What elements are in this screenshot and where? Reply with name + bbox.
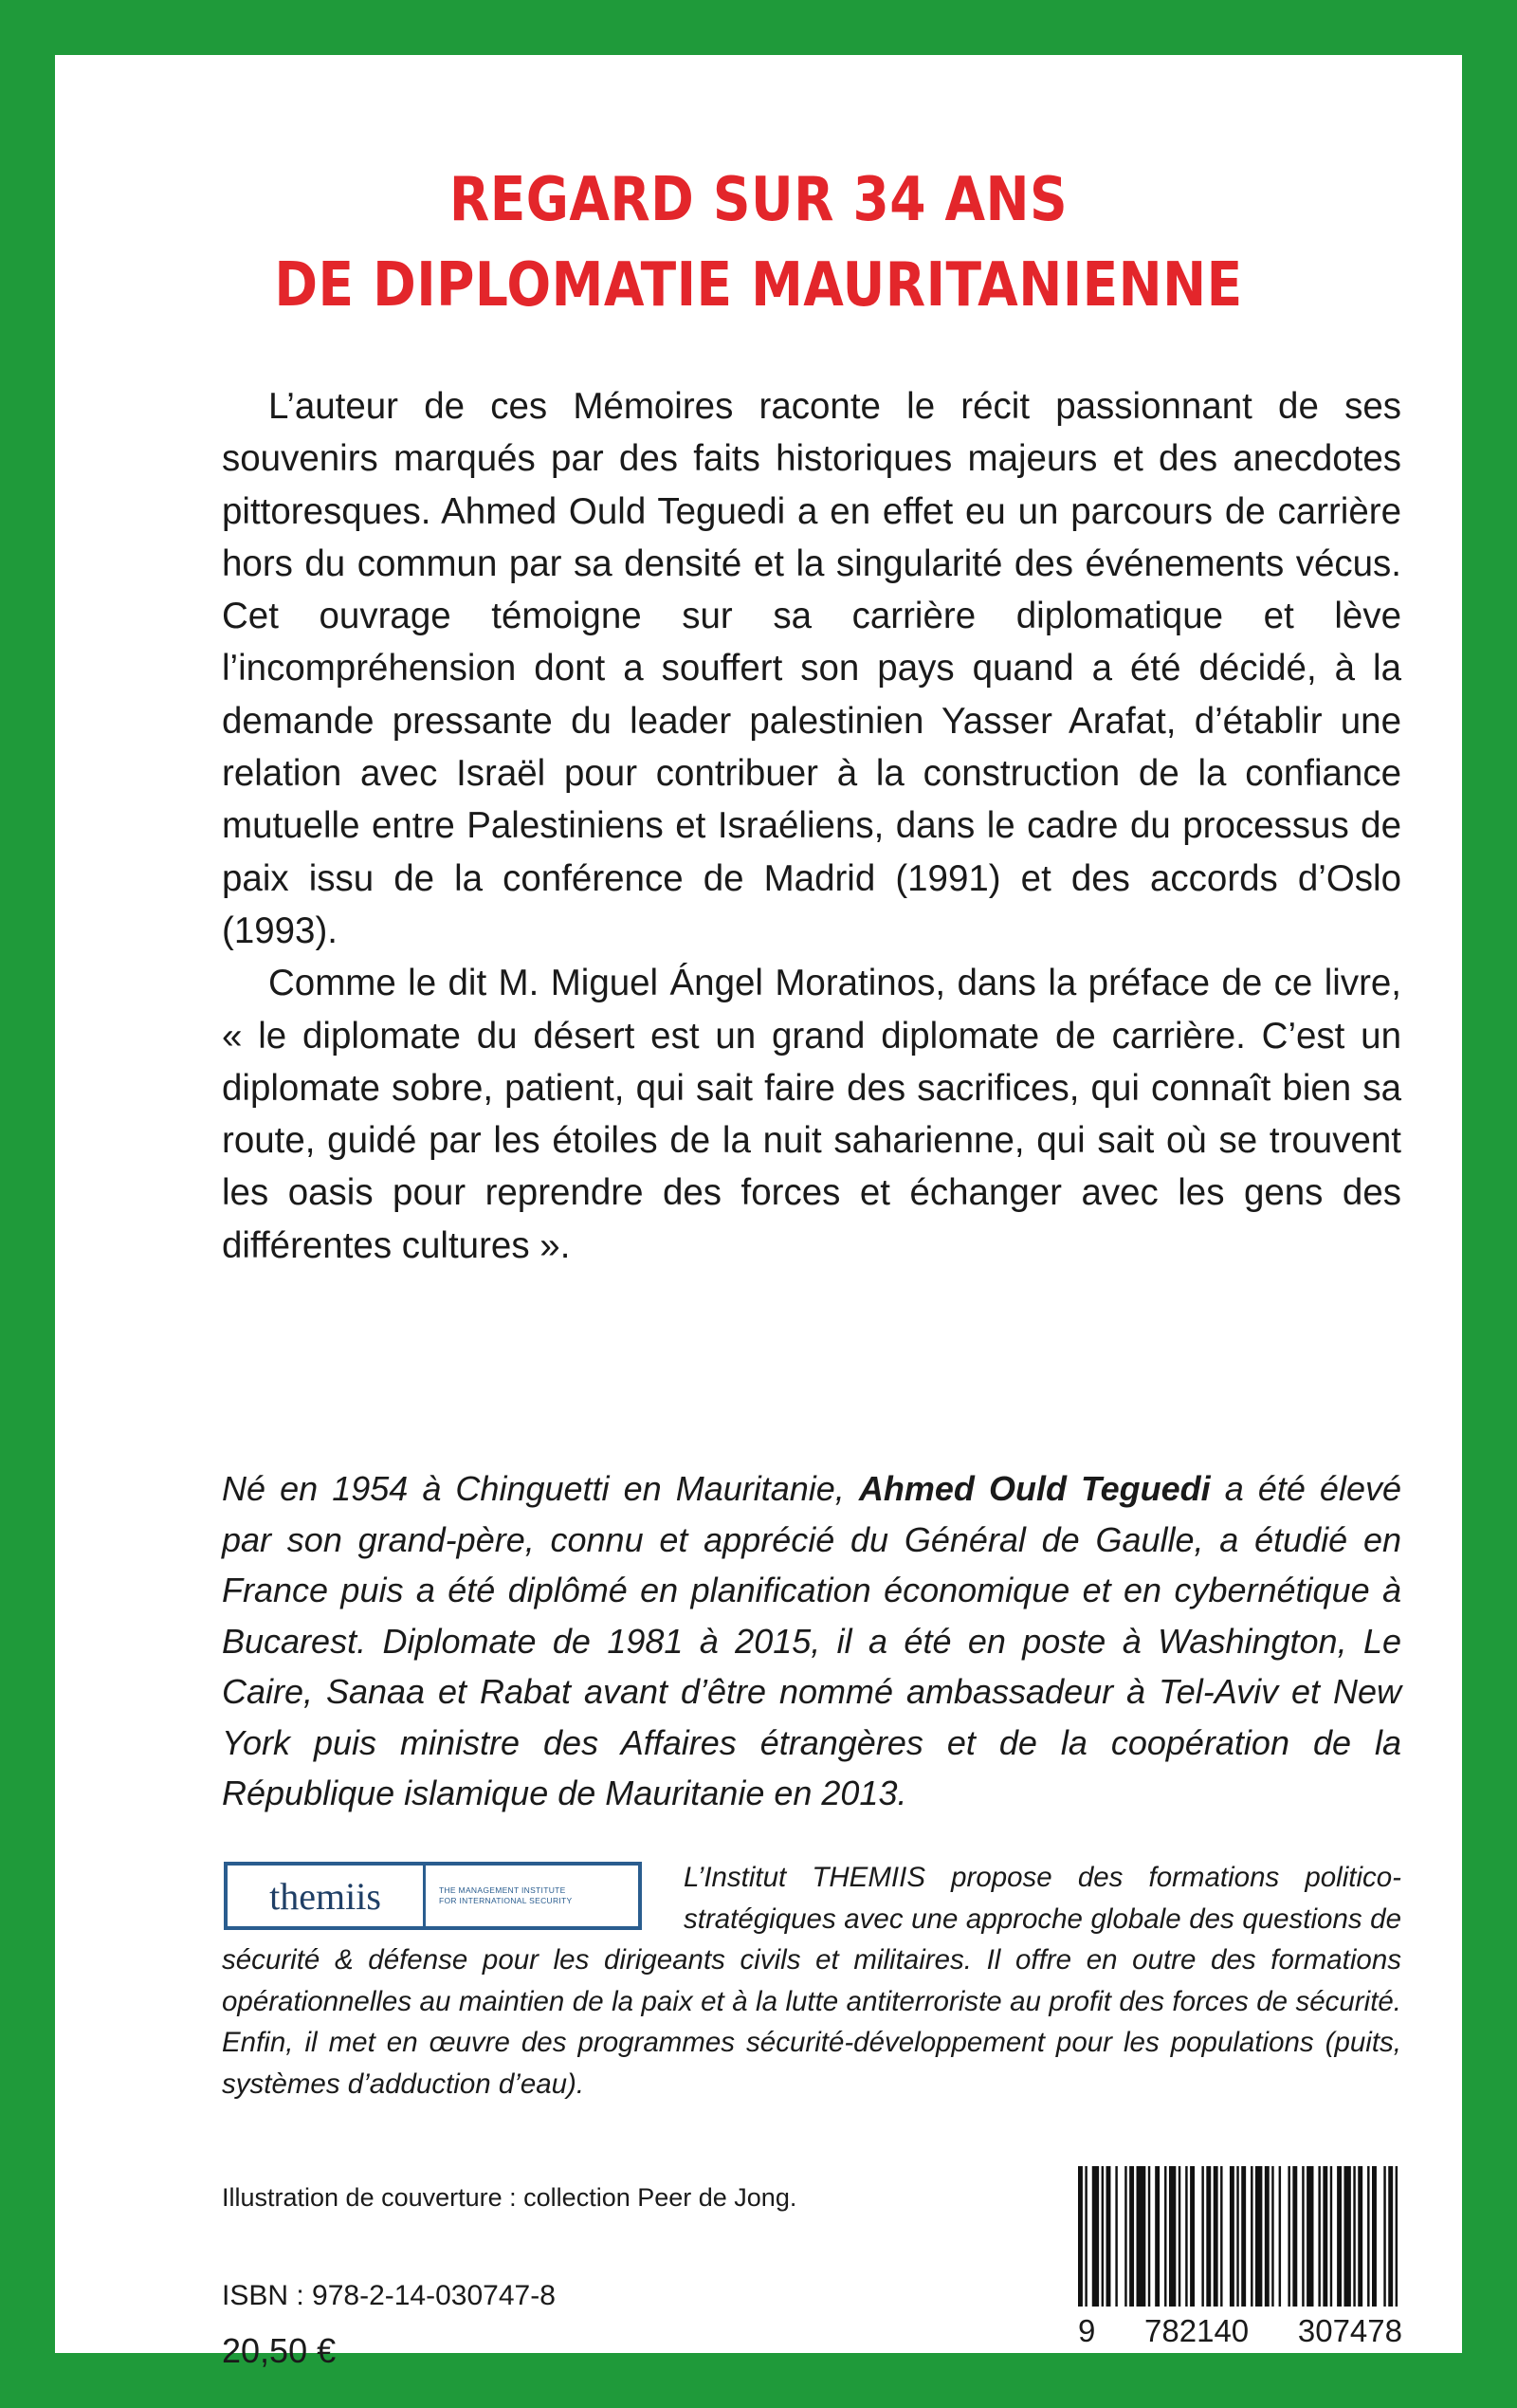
illustration-credit: Illustration de couverture : collection Peer de Jong. bbox=[222, 2183, 797, 2212]
barcode-bar bbox=[1230, 2166, 1234, 2307]
barcode-bar bbox=[1388, 2166, 1393, 2307]
author-bio bbox=[222, 1463, 1401, 1819]
barcode-bar bbox=[1137, 2166, 1146, 2307]
barcode-bar bbox=[1085, 2166, 1087, 2307]
barcode-bar bbox=[1155, 2166, 1160, 2307]
barcode-bar bbox=[1265, 2166, 1270, 2307]
barcode-bar bbox=[1124, 2166, 1126, 2307]
barcode-bar bbox=[1220, 2166, 1222, 2307]
barcode-bar bbox=[1102, 2166, 1104, 2307]
barcode-bar bbox=[1279, 2166, 1281, 2307]
barcode-digit-group-2: 782140 bbox=[1144, 2313, 1250, 2348]
logo-tagline-line-1: THE MANAGEMENT INSTITUTE bbox=[439, 1885, 566, 1895]
logo-wordmark: themiis bbox=[228, 1866, 426, 1926]
barcode-bar bbox=[1318, 2166, 1320, 2307]
book-title bbox=[55, 157, 1462, 328]
barcode bbox=[1078, 2166, 1402, 2307]
barcode-bar bbox=[1271, 2166, 1273, 2307]
barcode-bar bbox=[1129, 2166, 1134, 2307]
price: 20,50 € bbox=[222, 2331, 337, 2370]
barcode-bar bbox=[1353, 2166, 1355, 2307]
barcode-bar bbox=[1358, 2166, 1362, 2307]
barcode-digits bbox=[1078, 2313, 1402, 2349]
barcode-bar bbox=[1372, 2166, 1377, 2307]
barcode-bar bbox=[1214, 2166, 1218, 2307]
barcode-bar bbox=[1396, 2166, 1398, 2307]
barcode-bar bbox=[1251, 2166, 1252, 2307]
barcode-bar bbox=[1288, 2166, 1289, 2307]
barcode-bar bbox=[1190, 2166, 1195, 2307]
barcode-digit-group-3: 307478 bbox=[1297, 2313, 1402, 2348]
barcode-bar bbox=[1330, 2166, 1332, 2307]
summary-paragraph-2: Comme le dit M. Miguel Ángel Moratinos, dans la préface de ce livre, « le diplomate du désert est un grand diplomate de carrière. C’est un diplomate sobre, patient, qui sait faire des sacrifices, qui connaît bien sa route, guidé par les étoiles de la nuit saharienne, qui sait où se trouvent les oasis pour reprendre des forces et échanger avec les gens des différentes cultures ». bbox=[222, 963, 1401, 1266]
barcode-bar bbox=[1179, 2166, 1180, 2307]
barcode-bar bbox=[1337, 2166, 1342, 2307]
barcode-bar bbox=[1241, 2166, 1246, 2307]
barcode-bar bbox=[1106, 2166, 1111, 2307]
author-bio-paragraph bbox=[222, 1463, 1401, 1819]
barcode-bar bbox=[1302, 2166, 1304, 2307]
barcode-digit-group-1: 9 bbox=[1078, 2313, 1096, 2348]
barcode-bar bbox=[1148, 2166, 1150, 2307]
isbn: ISBN : 978-2-14-030747-8 bbox=[222, 2280, 556, 2311]
barcode-bar bbox=[1255, 2166, 1262, 2307]
back-cover bbox=[55, 55, 1462, 2370]
logo-tagline bbox=[426, 1866, 638, 1926]
book-summary bbox=[222, 380, 1401, 1272]
barcode-bar bbox=[1307, 2166, 1313, 2307]
barcode-bar bbox=[1383, 2166, 1385, 2307]
barcode-bar bbox=[1292, 2166, 1297, 2307]
barcode-bar bbox=[1092, 2166, 1099, 2307]
barcode-bar bbox=[1164, 2166, 1166, 2307]
barcode-bar bbox=[1343, 2166, 1350, 2307]
barcode-bar bbox=[1367, 2166, 1369, 2307]
themiis-logo bbox=[224, 1862, 642, 1930]
bio-intro: Né en 1954 à Chinguetti en Mauritanie, bbox=[222, 1469, 859, 1508]
barcode-bar bbox=[1115, 2166, 1117, 2307]
title-line-2: DE DIPLOMATIE MAURITANIENNE bbox=[274, 250, 1243, 321]
logo-tagline-line-2: FOR INTERNATIONAL SECURITY bbox=[439, 1896, 573, 1905]
barcode-bar bbox=[1236, 2166, 1238, 2307]
bio-text: a été élevé par son grand-père, connu et apprécié du Général de Gaulle, a étudié en France puis a été diplômé en planification économique et en cybernétique à Bucarest. Diplomate de 1981 à 2015, il a été en poste à Washington, Le Caire, Sanaa et Rabat avant d’être nommé ambassadeur à Tel-Aviv et New York puis ministre des Affaires étrangères et de la coopération de la République islamique de Mauritanie en 2013. bbox=[222, 1469, 1401, 1812]
barcode-bar bbox=[1206, 2166, 1211, 2307]
barcode-bar bbox=[1185, 2166, 1187, 2307]
barcode-bar bbox=[1201, 2166, 1203, 2307]
barcode-bar bbox=[1078, 2166, 1083, 2307]
summary-paragraph-1: L’auteur de ces Mémoires raconte le récit passionnant de ses souvenirs marqués par des faits historiques majeurs et des anecdotes pittoresques. Ahmed Ould Teguedi a en effet eu un parcours de carrière hors du commun par sa densité et la singularité des événements vécus. Cet ouvrage témoigne sur sa carrière diplomatique et lève l’incompréhension dont a souffert son pays quand a été décidé, à la demande pressante du leader palestinien Yasser Arafat, d’établir une relation avec Israël pour contribuer à la construction de la confiance mutuelle entre Palestiniens et Israéliens, dans le cadre du processus de paix issu de la conférence de Madrid (1991) et des accords d’Oslo (1993). bbox=[222, 386, 1401, 951]
barcode-bar bbox=[1323, 2166, 1327, 2307]
barcode-bar bbox=[1169, 2166, 1176, 2307]
title-line-1: REGARD SUR 34 ANS bbox=[448, 165, 1069, 235]
institute-text: L’Institut THEMIIS propose des formations politico-stratégiques avec une approche globale des questions de sécurité & défense pour les dirigeants civils et militaires. Il offre en outre des formations opérationnelles au maintien de la paix et à la lutte antiterroriste au profit des forces de sécurité. Enfin, il met en œuvre des programmes sécurité-développement pour les populations (puits, systèmes d’adduction d’eau). bbox=[222, 1862, 1401, 2100]
author-name: Ahmed Ould Teguedi bbox=[858, 1469, 1211, 1508]
